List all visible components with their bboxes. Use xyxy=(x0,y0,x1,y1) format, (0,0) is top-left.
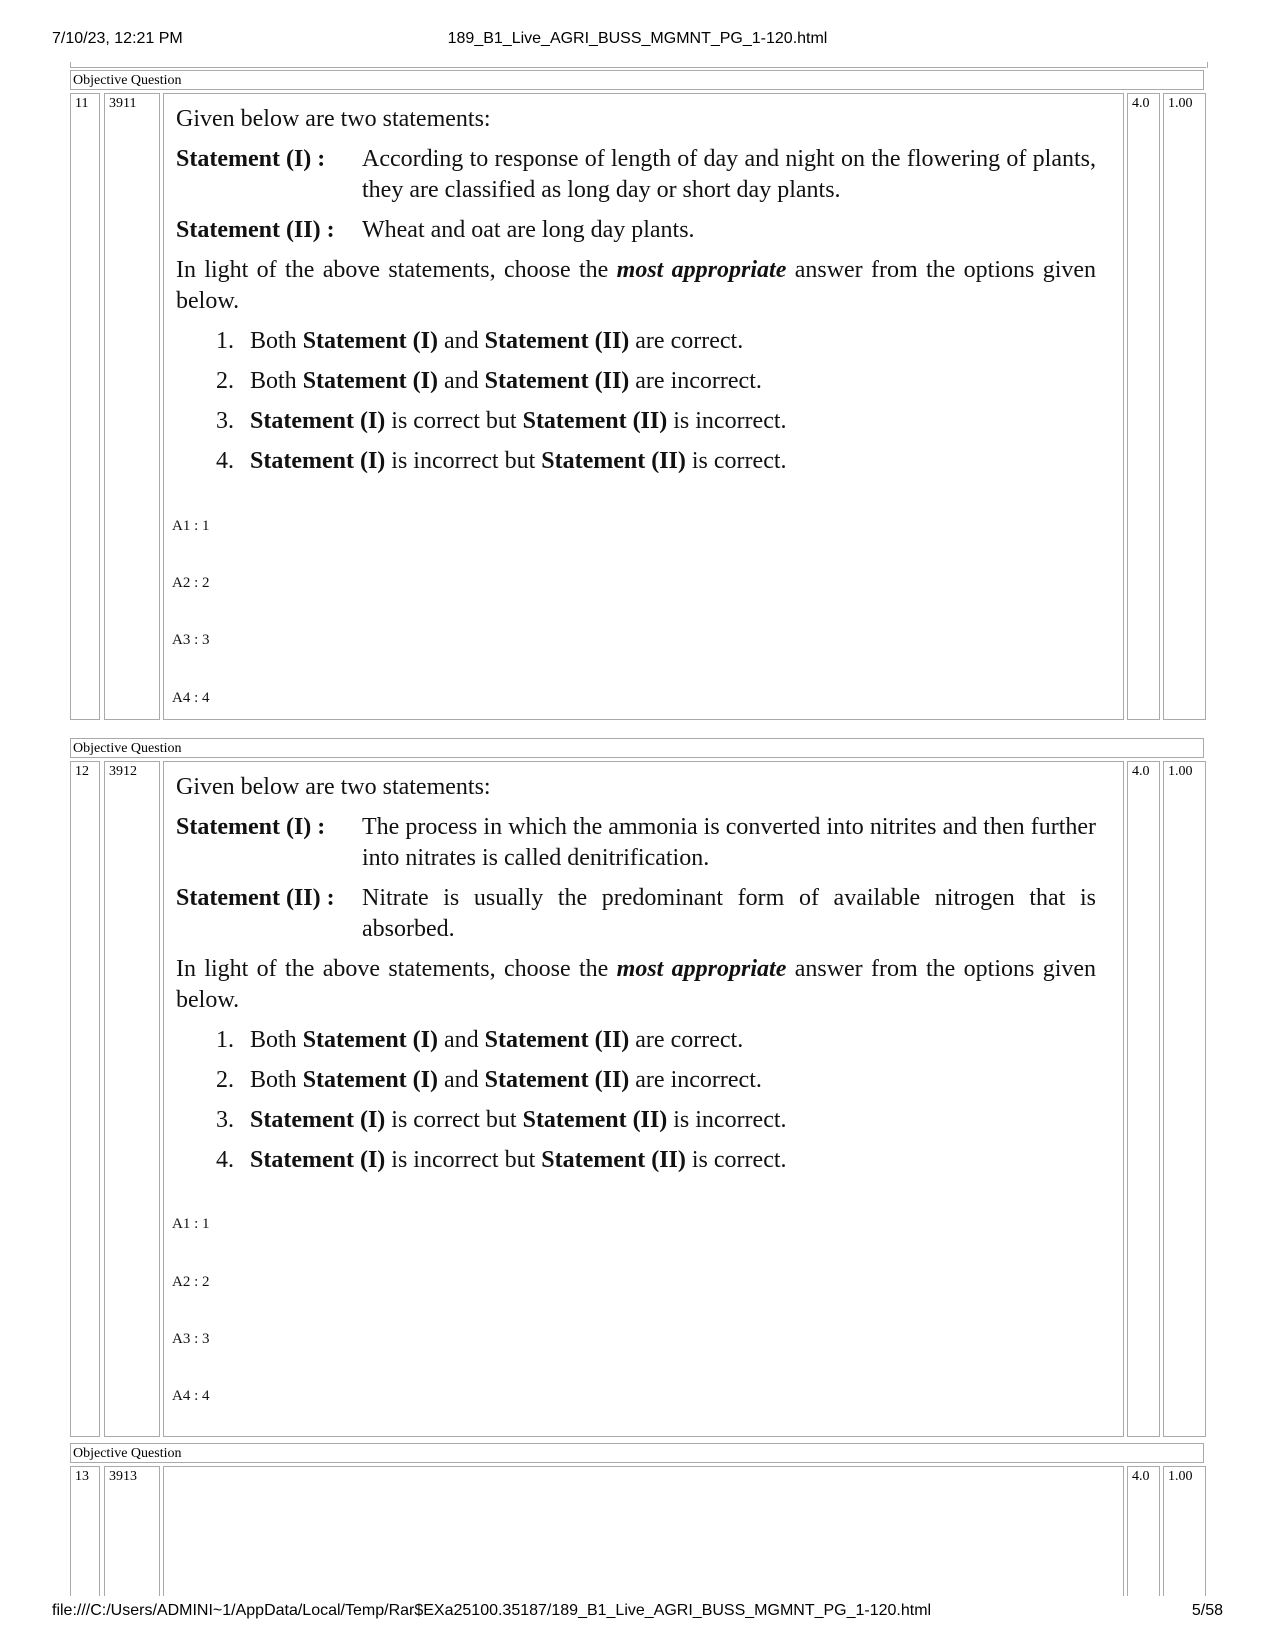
question-mark: 4.0 xyxy=(1127,1466,1160,1596)
question-mark: 4.0 xyxy=(1127,761,1160,1437)
question-negative-mark: 1.00 xyxy=(1163,761,1206,1437)
question-id: 3913 xyxy=(104,1466,160,1596)
statement-text: According to response of length of day and night on the flowering of plants, they are classified as long day or short day plants. xyxy=(362,146,1096,203)
statement-text: Wheat and oat are long day plants. xyxy=(362,217,695,243)
option-item: 1. Both Statement (I) and Statement (II) are correct. xyxy=(216,328,744,354)
question-type-label: Objective Question xyxy=(70,70,1204,90)
question-text xyxy=(176,104,1096,486)
option-list xyxy=(176,1025,1096,1185)
question-type-label: Objective Question xyxy=(70,1443,1204,1463)
question-intro: Given below are two statements: xyxy=(176,774,491,800)
option-list xyxy=(176,326,1096,486)
instruction-text: In light of the above statements, choose the most appropriate answer from the options given below. xyxy=(176,956,1097,1013)
option-item: 3. Statement (I) is correct but Statement (II) is incorrect. xyxy=(216,1107,787,1133)
answer-option: A1 : 1 xyxy=(172,1216,210,1232)
statement-2 xyxy=(176,215,1096,246)
statement-2 xyxy=(176,883,1096,945)
table-continuation xyxy=(70,62,1206,68)
statement-label: Statement (II) : xyxy=(176,885,335,911)
question-id: 3912 xyxy=(104,761,160,1437)
print-document-title: 189_B1_Live_AGRI_BUSS_MGMNT_PG_1-120.html xyxy=(447,30,828,47)
question-serial-number: 12 xyxy=(70,761,100,1437)
question-negative-mark: 1.00 xyxy=(1163,93,1206,720)
option-item: 2. Both Statement (I) and Statement (II) are incorrect. xyxy=(216,368,762,394)
question-intro: Given below are two statements: xyxy=(176,106,491,132)
statement-text: The process in which the ammonia is converted into nitrites and then further into nitrates is called denitrification. xyxy=(362,814,1096,871)
question-body xyxy=(163,1466,1124,1596)
option-item: 4. Statement (I) is incorrect but Statement (II) is correct. xyxy=(216,448,787,474)
statement-label: Statement (I) : xyxy=(176,146,326,172)
print-page-number: 5/58 xyxy=(1191,1602,1223,1619)
answer-option: A3 : 3 xyxy=(172,1331,210,1347)
print-datetime: 7/10/23, 12:21 PM xyxy=(52,30,183,47)
answer-option: A2 : 2 xyxy=(172,1274,210,1290)
option-item: 4. Statement (I) is incorrect but Statement (II) is correct. xyxy=(216,1147,787,1173)
print-file-url: file:///C:/Users/ADMINI~1/AppData/Local/Temp/Rar$EXa25100.35187/189_B1_Live_AGRI_BUSS_MGMNT_PG_1-120.html xyxy=(52,1602,932,1619)
option-item: 1. Both Statement (I) and Statement (II) are correct. xyxy=(216,1027,744,1053)
answer-option: A2 : 2 xyxy=(172,575,210,591)
question-mark: 4.0 xyxy=(1127,93,1160,720)
question-serial-number: 11 xyxy=(70,93,100,720)
answer-option: A3 : 3 xyxy=(172,632,210,648)
print-footer xyxy=(0,1602,1275,1624)
statement-text: Nitrate is usually the predominant form of available nitrogen that is absorbed. xyxy=(362,885,1096,942)
instruction-text: In light of the above statements, choose the most appropriate answer from the options given below. xyxy=(176,257,1097,314)
question-body xyxy=(163,761,1124,1437)
statement-1 xyxy=(176,812,1096,874)
answer-option: A4 : 4 xyxy=(172,1388,210,1404)
statement-label: Statement (I) : xyxy=(176,814,326,840)
statement-1 xyxy=(176,144,1096,206)
statement-label: Statement (II) : xyxy=(176,217,335,243)
question-id: 3911 xyxy=(104,93,160,720)
answer-option: A1 : 1 xyxy=(172,518,210,534)
option-item: 3. Statement (I) is correct but Statement (II) is incorrect. xyxy=(216,408,787,434)
answer-option: A4 : 4 xyxy=(172,690,210,706)
question-negative-mark: 1.00 xyxy=(1163,1466,1206,1596)
question-text xyxy=(176,772,1096,1185)
question-type-label: Objective Question xyxy=(70,738,1204,758)
print-header xyxy=(0,30,1275,52)
question-serial-number: 13 xyxy=(70,1466,100,1596)
question-body xyxy=(163,93,1124,720)
option-item: 2. Both Statement (I) and Statement (II) are incorrect. xyxy=(216,1067,762,1093)
